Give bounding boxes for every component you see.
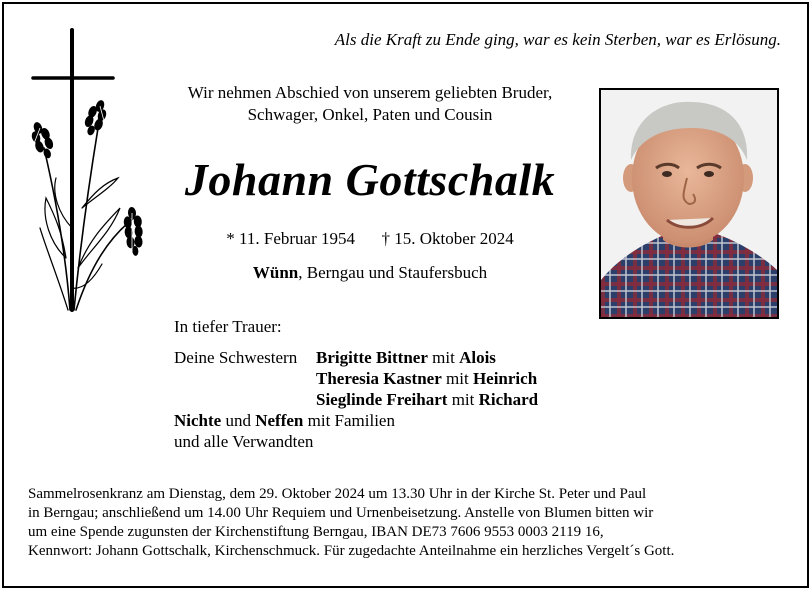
sister-row <box>174 347 538 368</box>
joiner-text: mit <box>447 390 479 409</box>
sister-name: Theresia Kastner <box>316 369 442 388</box>
sister-name: Brigitte Bittner <box>316 348 428 367</box>
life-dates <box>160 229 580 249</box>
service-line: Kennwort: Johann Gottschalk, Kirchenschmuck. Für zugedachte Anteilnahme ein herzliches Vergelt´s Gott. <box>28 543 675 559</box>
sisters-lead: Deine Schwestern <box>174 348 298 367</box>
service-line: um eine Spende zugunsten der Kirchenstiftung Berngau, IBAN DE73 7606 9553 0003 2119 16, <box>28 524 604 540</box>
service-info <box>28 485 788 561</box>
relatives-last: und alle Verwandten <box>174 432 314 451</box>
mourners-heading: In tiefer Trauer: <box>174 317 282 336</box>
service-line: in Berngau; anschließend um 14.00 Uhr Requiem und Urnenbeisetzung. Anstelle von Blumen bitten wir <box>28 505 654 521</box>
joiner-text: mit <box>427 348 460 367</box>
relatives-line <box>174 410 538 431</box>
place-rest: , Berngau und Staufersbuch <box>298 263 488 282</box>
relatives-und: und <box>221 411 256 430</box>
relatives-nichte: Nichte <box>174 411 222 430</box>
birth-date: * 11. Februar 1954 <box>226 229 356 248</box>
intro-text <box>160 82 580 126</box>
deceased-name: Johann Gottschalk <box>184 154 556 205</box>
place-main: Wünn <box>252 263 299 282</box>
service-line: Sammelrosenkranz am Dienstag, dem 29. Oktober 2024 um 13.30 Uhr in der Kirche St. Peter und Paul <box>28 486 647 502</box>
partner-name: Richard <box>478 390 539 409</box>
partner-name: Alois <box>459 348 496 367</box>
sister-row <box>174 368 538 389</box>
sister-row <box>174 389 538 410</box>
cross-with-wheat-icon <box>28 28 158 318</box>
relatives-neffen: Neffen <box>255 411 304 430</box>
place-line <box>160 263 580 283</box>
mourners-block <box>174 316 538 452</box>
intro-line-1: Wir nehmen Abschied von unserem geliebten Bruder, <box>187 83 553 102</box>
relatives-familien: mit Familien <box>303 411 395 430</box>
motto-quote: Als die Kraft zu Ende ging, war es kein Sterben, war es Erlösung. <box>334 30 781 49</box>
portrait-photo <box>599 88 779 319</box>
sister-name: Sieglinde Freihart <box>316 390 448 409</box>
joiner-text: mit <box>441 369 473 388</box>
intro-line-2: Schwager, Onkel, Paten und Cousin <box>247 105 493 124</box>
death-date: † 15. Oktober 2024 <box>381 229 514 248</box>
partner-name: Heinrich <box>472 369 538 388</box>
